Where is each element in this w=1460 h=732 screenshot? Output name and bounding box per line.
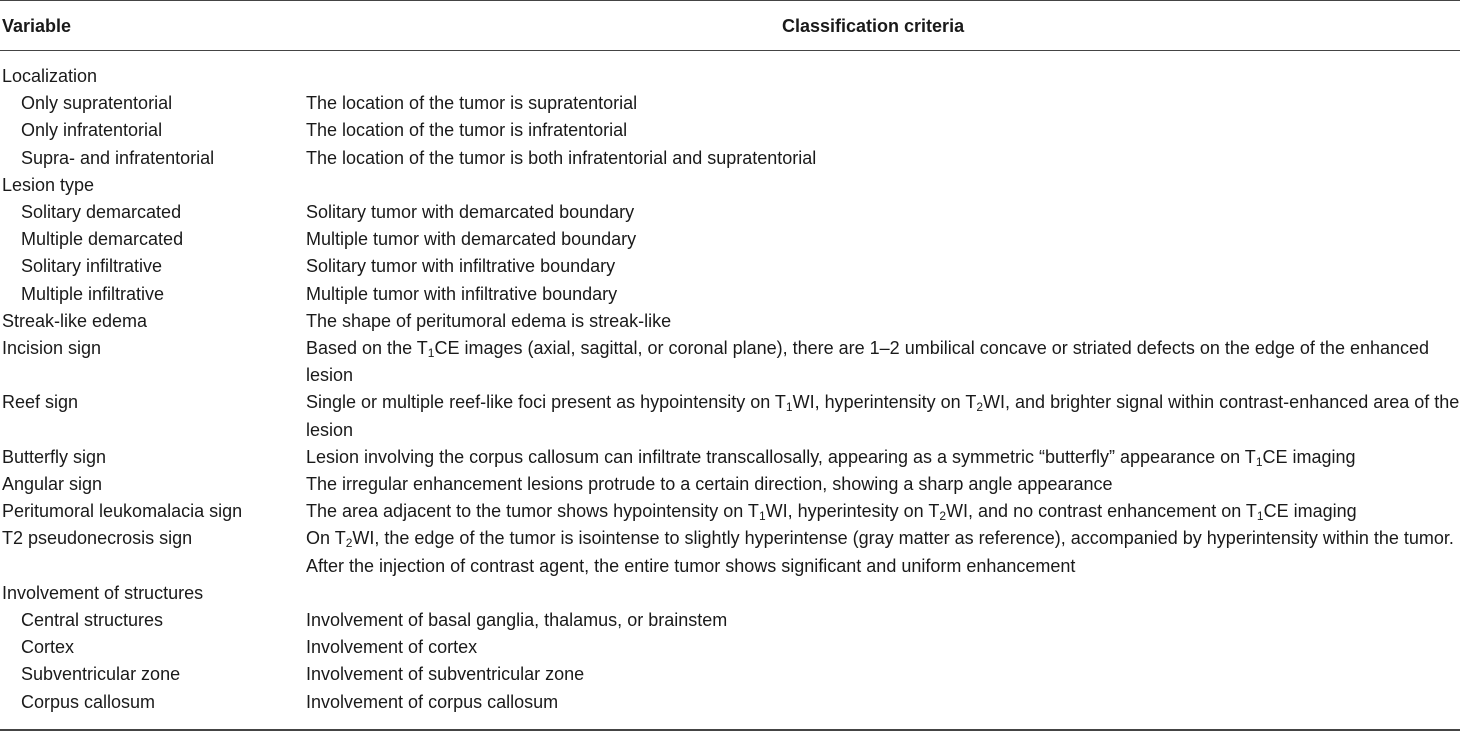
criteria-cell: Involvement of basal ganglia, thalamus, or brainstem bbox=[306, 610, 728, 631]
variable-cell: T2 pseudonecrosis sign bbox=[2, 528, 193, 549]
criteria-cell: Multiple tumor with demarcated boundary bbox=[306, 229, 637, 250]
variable-cell: Involvement of structures bbox=[2, 582, 204, 603]
table-row bbox=[0, 281, 1460, 308]
variable-cell: Solitary infiltrative bbox=[21, 256, 163, 277]
variable-cell: Lesion type bbox=[2, 174, 95, 195]
variable-cell: Corpus callosum bbox=[21, 691, 156, 712]
table-body bbox=[0, 63, 1460, 716]
variable-cell: Only supratentorial bbox=[21, 93, 173, 114]
criteria-cell: Lesion involving the corpus callosum can infiltrate transcallosally, appearing as a symmetric “butterfly” appearance on $T_1CE$ imaging bbox=[306, 446, 1356, 469]
table-row bbox=[0, 580, 1460, 607]
table-row bbox=[0, 661, 1460, 688]
variable-cell: Multiple infiltrative bbox=[21, 283, 165, 304]
table-header-rule bbox=[0, 50, 1460, 51]
criteria-cell: The irregular enhancement lesions protrude to a certain direction, showing a sharp angle appearance bbox=[306, 474, 1113, 495]
variable-cell: Streak-like edema bbox=[2, 310, 148, 331]
table-row bbox=[0, 689, 1460, 716]
table-row bbox=[0, 634, 1460, 661]
variable-cell: Localization bbox=[2, 66, 98, 86]
table-row bbox=[0, 444, 1460, 471]
header-variable: Variable bbox=[2, 16, 72, 36]
criteria-cell: On $T_2WI$, the edge of the tumor is isointense to slightly hyperintense (gray matter as reference), accompanied by hyperintensity within the tumor. After the injection of contrast agent, the entire tumor shows significant and uniform enhancement bbox=[306, 528, 1454, 576]
variable-cell: Supra- and infratentorial bbox=[21, 147, 215, 168]
criteria-cell: The shape of peritumoral edema is streak-like bbox=[306, 310, 672, 331]
variable-cell: Central structures bbox=[21, 610, 164, 631]
header-classification-criteria: Classification criteria bbox=[782, 16, 965, 36]
table-row bbox=[0, 199, 1460, 226]
criteria-cell: Multiple tumor with infiltrative boundary bbox=[306, 283, 618, 304]
criteria-cell bbox=[306, 63, 1460, 90]
table-row bbox=[0, 498, 1460, 525]
variable-cell: Only infratentorial bbox=[21, 120, 163, 141]
variable-cell: Angular sign bbox=[2, 474, 103, 495]
variable-cell: Incision sign bbox=[2, 338, 102, 359]
criteria-cell bbox=[306, 580, 1460, 607]
variable-cell: Butterfly sign bbox=[2, 446, 107, 467]
table-row bbox=[0, 253, 1460, 280]
table-row bbox=[0, 172, 1460, 199]
table-row bbox=[0, 607, 1460, 634]
table-row bbox=[0, 308, 1460, 335]
criteria-cell: Solitary tumor with infiltrative boundary bbox=[306, 256, 616, 277]
criteria-cell: The location of the tumor is both infratentorial and supratentorial bbox=[306, 147, 817, 168]
table-top-rule bbox=[0, 0, 1460, 1]
criteria-cell: The location of the tumor is supratentorial bbox=[306, 93, 638, 114]
table-row bbox=[0, 335, 1460, 389]
criteria-cell: Involvement of subventricular zone bbox=[306, 664, 585, 685]
variable-cell: Solitary demarcated bbox=[21, 202, 182, 223]
table-row bbox=[0, 226, 1460, 253]
table-row bbox=[0, 117, 1460, 144]
criteria-cell: The location of the tumor is infratentorial bbox=[306, 120, 628, 141]
criteria-cell: Single or multiple reef-like foci present as hypointensity on $T_1WI$, hyperintensity on $T_2WI$, and brighter signal within contrast-enhanced area of the lesion bbox=[306, 392, 1460, 440]
table-row bbox=[0, 525, 1460, 579]
variable-cell: Subventricular zone bbox=[21, 664, 181, 685]
table-row bbox=[0, 389, 1460, 443]
variable-cell: Cortex bbox=[21, 637, 75, 658]
criteria-cell: Involvement of cortex bbox=[306, 637, 478, 658]
criteria-cell bbox=[306, 172, 1460, 199]
table-row bbox=[0, 145, 1460, 172]
variable-cell: Reef sign bbox=[2, 392, 79, 413]
criteria-cell: Based on the $T_1CE$ images (axial, sagittal, or coronal plane), there are 1–2 umbilical concave or striated defects on the edge of the enhanced lesion bbox=[306, 338, 1430, 386]
table-row bbox=[0, 471, 1460, 498]
table-row bbox=[0, 90, 1460, 117]
criteria-cell: Involvement of corpus callosum bbox=[306, 691, 559, 712]
variable-cell: Multiple demarcated bbox=[21, 229, 184, 250]
table-bottom-rule bbox=[0, 729, 1460, 731]
table-row bbox=[0, 63, 1460, 90]
variable-cell: Peritumoral leukomalacia sign bbox=[2, 501, 243, 522]
criteria-cell: Solitary tumor with demarcated boundary bbox=[306, 202, 635, 223]
criteria-cell: The area adjacent to the tumor shows hypointensity on $T_1WI$, hyperintesity on $T_2WI$, and no contrast enhancement on $T_1CE$ imaging bbox=[306, 501, 1357, 524]
